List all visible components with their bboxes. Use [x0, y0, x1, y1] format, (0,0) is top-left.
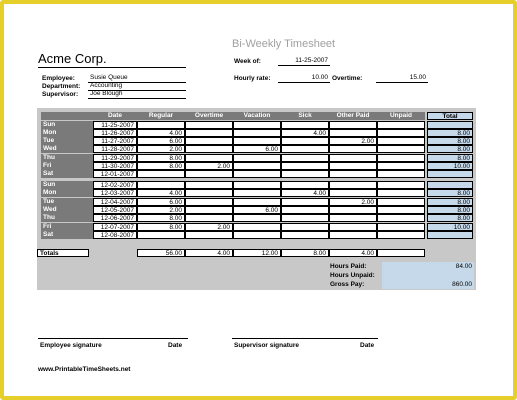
- date-cell[interactable]: 11-27-2007: [93, 137, 137, 145]
- overtime-hours-cell[interactable]: 2.00: [185, 223, 233, 231]
- total-hours-cell: [427, 170, 473, 178]
- total-hours-cell: 8.00: [427, 189, 473, 197]
- header-regular: Regular: [137, 112, 185, 120]
- date-cell[interactable]: 12-07-2007: [93, 223, 137, 231]
- supervisor-label: Supervisor:: [42, 91, 79, 98]
- overtime-rate-label: Overtime:: [332, 75, 363, 82]
- other-hours-cell[interactable]: [329, 223, 377, 231]
- date-cell[interactable]: 12-03-2007: [93, 189, 137, 197]
- unpaid-hours-cell[interactable]: [377, 206, 425, 214]
- unpaid-hours-cell[interactable]: [377, 162, 425, 170]
- overtime-hours-cell[interactable]: 2.00: [185, 162, 233, 170]
- other-hours-cell[interactable]: [329, 121, 377, 129]
- day-label: Tue: [41, 198, 93, 206]
- day-label: Sat: [41, 231, 93, 239]
- sick-hours-cell[interactable]: [281, 223, 329, 231]
- overtime-hours-cell[interactable]: [185, 145, 233, 153]
- date-cell[interactable]: 12-06-2007: [93, 214, 137, 222]
- sick-hours-cell[interactable]: [281, 231, 329, 239]
- date-cell[interactable]: 11-26-2007: [93, 129, 137, 137]
- sick-hours-cell[interactable]: [281, 214, 329, 222]
- vacation-hours-cell[interactable]: [233, 198, 281, 206]
- day-label: Fri: [41, 223, 93, 231]
- unpaid-hours-cell[interactable]: [377, 223, 425, 231]
- date-cell[interactable]: 11-29-2007: [93, 154, 137, 162]
- table-row: [37, 121, 476, 129]
- table-row: [37, 214, 476, 222]
- vacation-hours-cell[interactable]: [233, 231, 281, 239]
- employee-signature-line[interactable]: [38, 338, 188, 339]
- overtime-hours-cell[interactable]: [185, 121, 233, 129]
- regular-hours-cell[interactable]: 4.00: [137, 129, 185, 137]
- summary-hours-paid: [326, 262, 476, 271]
- sick-hours-cell[interactable]: [281, 137, 329, 145]
- sick-hours-cell[interactable]: [281, 170, 329, 178]
- footer-website-link[interactable]: www.PrintableTimeSheets.net: [38, 366, 131, 373]
- supervisor-field[interactable]: [88, 90, 186, 99]
- hours-paid-value: 84.00: [382, 262, 474, 271]
- table-row: [37, 198, 476, 206]
- total-hours-cell: [427, 181, 473, 189]
- summary-hours-unpaid: [326, 271, 476, 280]
- total-hours-cell: 8.00: [427, 214, 473, 222]
- overtime-hours-cell[interactable]: [185, 181, 233, 189]
- company-underline: [38, 67, 186, 68]
- employee-label: Employee:: [42, 75, 75, 82]
- day-label: Wed: [41, 145, 93, 153]
- regular-hours-cell[interactable]: 6.00: [137, 198, 185, 206]
- regular-hours-cell[interactable]: 8.00: [137, 154, 185, 162]
- unpaid-hours-cell[interactable]: [377, 145, 425, 153]
- unpaid-hours-cell[interactable]: [377, 154, 425, 162]
- other-hours-cell[interactable]: [329, 189, 377, 197]
- sick-hours-cell[interactable]: 4.00: [281, 189, 329, 197]
- employee-date-label: Date: [168, 342, 183, 349]
- date-cell[interactable]: 12-04-2007: [93, 198, 137, 206]
- overtime-hours-cell[interactable]: [185, 198, 233, 206]
- day-label: Fri: [41, 162, 93, 170]
- day-label: Thu: [41, 154, 93, 162]
- supervisor-date-label: Date: [360, 342, 375, 349]
- vacation-hours-cell[interactable]: [233, 170, 281, 178]
- day-label: Sat: [41, 170, 93, 178]
- other-hours-cell[interactable]: [329, 154, 377, 162]
- day-label: Mon: [41, 129, 93, 137]
- vacation-hours-cell[interactable]: 6.00: [233, 206, 281, 214]
- employee-signature-label: Employee signature: [40, 342, 102, 349]
- regular-hours-cell[interactable]: 4.00: [137, 189, 185, 197]
- department-value: Accounting: [90, 82, 123, 89]
- vacation-hours-cell[interactable]: [233, 137, 281, 145]
- total-sick: 8.00: [281, 249, 329, 257]
- page-title: Bi-Weekly Timesheet: [232, 38, 336, 50]
- date-cell[interactable]: 12-02-2007: [93, 181, 137, 189]
- day-label: Sun: [41, 181, 93, 189]
- week-of-label: Week of:: [234, 58, 261, 65]
- header-other-paid: Other Paid: [329, 112, 377, 120]
- unpaid-hours-cell[interactable]: [377, 181, 425, 189]
- table-row: [37, 206, 476, 214]
- table-row: [37, 145, 476, 153]
- vacation-hours-cell[interactable]: [233, 189, 281, 197]
- table-row: [37, 231, 476, 239]
- gross-pay-label: Gross Pay:: [330, 281, 365, 288]
- overtime-hours-cell[interactable]: [185, 231, 233, 239]
- totals-label: Totals: [37, 249, 89, 257]
- sick-hours-cell[interactable]: [281, 206, 329, 214]
- total-other-paid: 4.00: [329, 249, 377, 257]
- overtime-hours-cell[interactable]: [185, 189, 233, 197]
- regular-hours-cell[interactable]: 6.00: [137, 137, 185, 145]
- table-row: [37, 154, 476, 162]
- sick-hours-cell[interactable]: 4.00: [281, 129, 329, 137]
- regular-hours-cell[interactable]: [137, 181, 185, 189]
- regular-hours-cell[interactable]: 8.00: [137, 214, 185, 222]
- total-hours-cell: [427, 231, 473, 239]
- regular-hours-cell[interactable]: [137, 231, 185, 239]
- day-label: Thu: [41, 214, 93, 222]
- vacation-hours-cell[interactable]: [233, 223, 281, 231]
- total-hours-cell: 8.00: [427, 137, 473, 145]
- company-name: Acme Corp.: [38, 51, 107, 66]
- regular-hours-cell[interactable]: [137, 121, 185, 129]
- other-hours-cell[interactable]: [329, 206, 377, 214]
- sick-hours-cell[interactable]: [281, 181, 329, 189]
- unpaid-hours-cell[interactable]: [377, 121, 425, 129]
- overtime-hours-cell[interactable]: [185, 137, 233, 145]
- sick-hours-cell[interactable]: [281, 145, 329, 153]
- supervisor-signature-line[interactable]: [232, 338, 378, 339]
- total-hours-cell: 8.00: [427, 154, 473, 162]
- day-label: Tue: [41, 137, 93, 145]
- regular-hours-cell[interactable]: [137, 170, 185, 178]
- date-cell[interactable]: 12-05-2007: [93, 206, 137, 214]
- date-cell[interactable]: 12-08-2007: [93, 231, 137, 239]
- day-label: Sun: [41, 121, 93, 129]
- overtime-hours-cell[interactable]: [185, 170, 233, 178]
- supervisor-value: Joe Blough: [90, 90, 123, 97]
- total-hours-cell: 8.00: [427, 198, 473, 206]
- other-hours-cell[interactable]: [329, 129, 377, 137]
- total-hours-cell: 10.00: [427, 223, 473, 231]
- unpaid-hours-cell[interactable]: [377, 137, 425, 145]
- hours-unpaid-label: Hours Unpaid:: [330, 272, 375, 279]
- other-hours-cell[interactable]: 2.00: [329, 137, 377, 145]
- day-label: Mon: [41, 189, 93, 197]
- date-cell[interactable]: 11-25-2007: [93, 121, 137, 129]
- unpaid-hours-cell[interactable]: [377, 170, 425, 178]
- employee-value: Susie Queue: [90, 74, 128, 81]
- total-hours-cell: 8.00: [427, 129, 473, 137]
- sick-hours-cell[interactable]: [281, 121, 329, 129]
- other-hours-cell[interactable]: [329, 145, 377, 153]
- vacation-hours-cell[interactable]: 6.00: [233, 145, 281, 153]
- header-overtime: Overtime: [185, 112, 233, 120]
- total-overtime: 4.00: [185, 249, 233, 257]
- table-row: [37, 189, 476, 197]
- sick-hours-cell[interactable]: [281, 154, 329, 162]
- hourly-rate-value: 10.00: [311, 74, 328, 81]
- unpaid-hours-cell[interactable]: [377, 214, 425, 222]
- hours-unpaid-value: [382, 271, 474, 280]
- vacation-hours-cell[interactable]: [233, 214, 281, 222]
- week-of-value: 11-25-2007: [295, 57, 328, 64]
- date-cell[interactable]: 11-28-2007: [93, 145, 137, 153]
- table-row: [37, 137, 476, 145]
- total-hours-cell: 8.00: [427, 145, 473, 153]
- vacation-hours-cell[interactable]: [233, 181, 281, 189]
- header-date: Date: [93, 112, 137, 120]
- header-day: [41, 112, 93, 120]
- header-sick: Sick: [281, 112, 329, 120]
- header-vacation: Vacation: [233, 112, 281, 120]
- day-label: Wed: [41, 206, 93, 214]
- regular-hours-cell[interactable]: 2.00: [137, 145, 185, 153]
- hourly-rate-label: Hourly rate:: [234, 75, 271, 82]
- total-hours-cell: [427, 121, 473, 129]
- hourly-rate-field[interactable]: [278, 74, 330, 83]
- week-of-field[interactable]: [278, 57, 330, 66]
- unpaid-hours-cell[interactable]: [377, 198, 425, 206]
- other-hours-cell[interactable]: [329, 214, 377, 222]
- table-row: [37, 129, 476, 137]
- overtime-rate-field[interactable]: [376, 74, 428, 83]
- sick-hours-cell[interactable]: [281, 162, 329, 170]
- vacation-hours-cell[interactable]: [233, 154, 281, 162]
- regular-hours-cell[interactable]: 8.00: [137, 223, 185, 231]
- table-row: [37, 170, 476, 178]
- total-hours-cell: 8.00: [427, 206, 473, 214]
- gross-pay-value: 860.00: [382, 280, 474, 289]
- total-vacation: 12.00: [233, 249, 281, 257]
- other-hours-cell[interactable]: [329, 181, 377, 189]
- table-row: [37, 162, 476, 170]
- date-cell[interactable]: 11-30-2007: [93, 162, 137, 170]
- sick-hours-cell[interactable]: [281, 198, 329, 206]
- overtime-hours-cell[interactable]: [185, 154, 233, 162]
- table-row: [37, 181, 476, 189]
- total-hours-cell: 10.00: [427, 162, 473, 170]
- vacation-hours-cell[interactable]: [233, 162, 281, 170]
- totals-row: [37, 249, 476, 257]
- hours-paid-label: Hours Paid:: [330, 263, 367, 270]
- total-regular: 56.00: [137, 249, 185, 257]
- other-hours-cell[interactable]: [329, 170, 377, 178]
- summary-gross-pay: [326, 280, 476, 289]
- overtime-hours-cell[interactable]: [185, 214, 233, 222]
- table-header-row: [37, 112, 476, 120]
- unpaid-hours-cell[interactable]: [377, 129, 425, 137]
- unpaid-hours-cell[interactable]: [377, 189, 425, 197]
- department-label: Department:: [42, 83, 81, 90]
- table-row: [37, 223, 476, 231]
- overtime-hours-cell[interactable]: [185, 129, 233, 137]
- unpaid-hours-cell[interactable]: [377, 231, 425, 239]
- overtime-hours-cell[interactable]: [185, 206, 233, 214]
- other-hours-cell[interactable]: [329, 162, 377, 170]
- regular-hours-cell[interactable]: 2.00: [137, 206, 185, 214]
- header-unpaid: Unpaid: [377, 112, 425, 120]
- vacation-hours-cell[interactable]: [233, 121, 281, 129]
- date-cell[interactable]: 12-01-2007: [93, 170, 137, 178]
- header-total: Total: [427, 112, 473, 120]
- total-unpaid: [377, 249, 425, 257]
- other-hours-cell[interactable]: 2.00: [329, 198, 377, 206]
- other-hours-cell[interactable]: [329, 231, 377, 239]
- regular-hours-cell[interactable]: 8.00: [137, 162, 185, 170]
- supervisor-signature-label: Supervisor signature: [234, 342, 300, 349]
- vacation-hours-cell[interactable]: [233, 129, 281, 137]
- overtime-rate-value: 15.00: [409, 74, 426, 81]
